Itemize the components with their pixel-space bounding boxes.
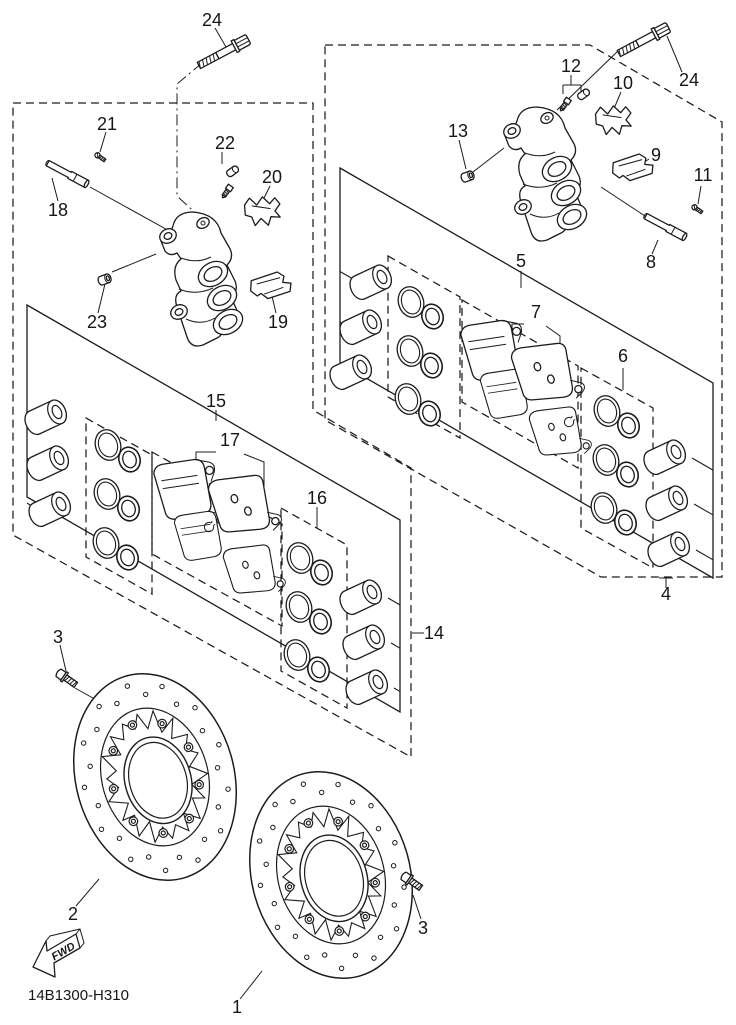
callout-14: 14 [423,623,445,643]
pad-pin-18 [44,159,89,188]
bushing-23 [97,273,112,286]
callout-10: 10 [612,73,634,93]
callout-21: 21 [96,114,118,134]
disc-screw-3-left [54,667,79,689]
callout-6: 6 [617,346,629,366]
callout-16: 16 [306,488,328,508]
brake-caliper-right [501,107,591,241]
brake-caliper-left [157,212,247,346]
pad-retainer-19 [249,270,293,300]
screw-21 [94,152,106,163]
callout-13: 13 [447,121,469,141]
brake-pad-set-17 [151,449,288,604]
pad-pin-8 [642,212,687,241]
callout-7: 7 [530,302,542,322]
callout-22: 22 [214,133,236,153]
bleed-screw-22 [220,184,233,199]
bleed-cap-22 [225,165,239,178]
piston-group-4 [640,437,713,569]
piston-group-14 [336,577,400,707]
fwd-label: FWD [49,940,78,964]
bolt-axis-left [177,63,211,227]
callout-1: 1 [231,997,243,1017]
brake-disc-2 [50,654,260,899]
bushing-13 [460,170,475,183]
callout-4: 4 [660,584,672,604]
caliper-bolt-24-right [616,21,672,59]
seal-group-5 [391,283,446,428]
screw-11 [691,204,703,215]
piston-group-15 [21,397,74,529]
callout-5: 5 [515,251,527,271]
callout-2: 2 [67,904,79,924]
callout-20: 20 [261,167,283,187]
callout-12: 12 [560,56,582,76]
pad-retainer-9 [611,152,655,182]
seal-group-16 [280,539,335,684]
bleed-screw-12 [558,97,571,112]
callout-17: 17 [219,430,241,450]
callout-8: 8 [645,252,657,272]
callout-15: 15 [205,391,227,411]
callout-3-right: 3 [417,918,429,938]
callout-9: 9 [650,145,662,165]
pad-spring-10 [593,102,634,138]
callout-24-right: 24 [678,70,700,90]
seal-group-6 [587,392,642,537]
bushing-13-axis [473,148,504,172]
caliper-bolt-24-left [196,33,252,71]
piston-group-5 [326,262,395,392]
seal-group-15 [89,426,143,572]
pin-8-axis [601,187,648,218]
callout-23: 23 [86,312,108,332]
callout-24-left: 24 [201,10,223,30]
drawing-code: 14B1300-H310 [28,987,129,1004]
pin-18-axis [90,187,173,233]
callout-3-left: 3 [52,627,64,647]
callout-11: 11 [693,165,713,185]
fwd-arrow [33,929,84,977]
bushing-23-axis [112,254,156,272]
callout-18: 18 [47,200,69,220]
callout-19: 19 [267,312,289,332]
pad-spring-20 [242,193,283,229]
